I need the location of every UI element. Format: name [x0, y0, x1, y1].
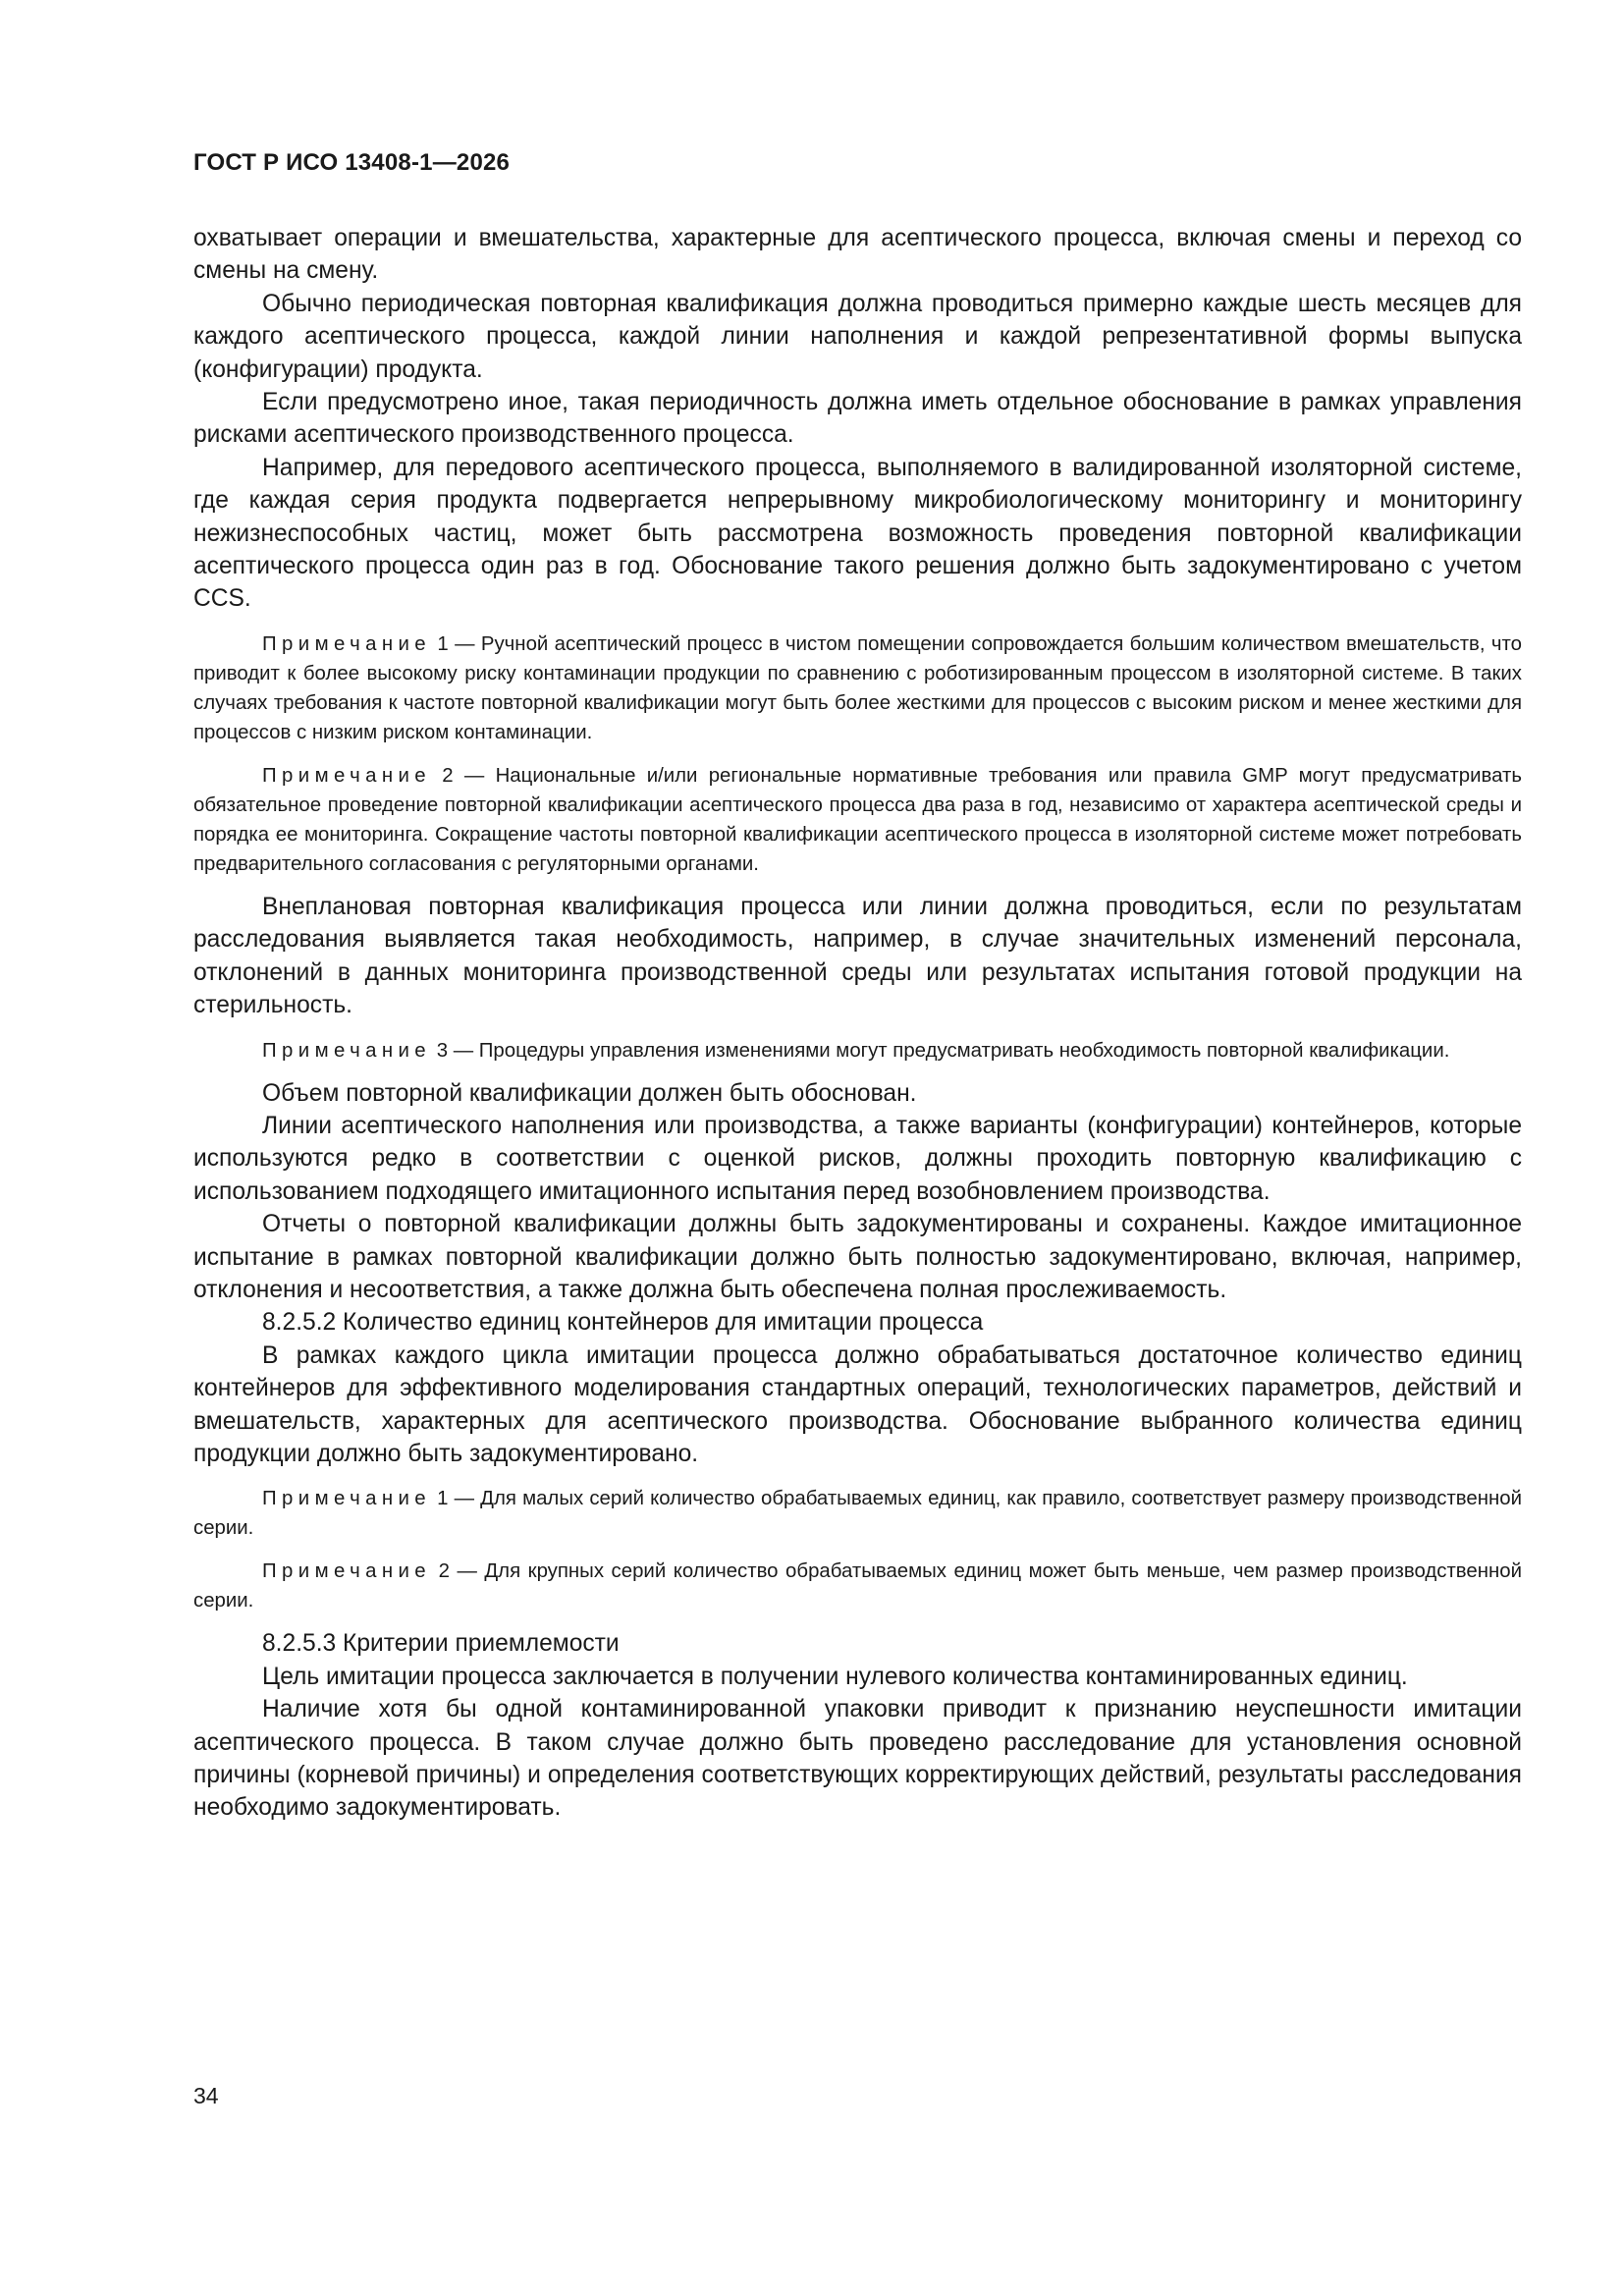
note-label: Примечание — [262, 1488, 432, 1510]
note — [193, 1484, 1522, 1543]
page-number: 34 — [193, 2083, 219, 2108]
paragraph: Цель имитации процесса заключается в получении нулевого количества контаминированных единиц. — [262, 1663, 1408, 1690]
paragraph: В рамках каждого цикла имитации процесса должно обрабатываться достаточное количество единиц контейнеров для эффективного моделирования стандартных операций, технологических параметров, действий и вмешательств, характерных для асептического производства. Обоснование выбранного количества единиц продукции должно быть задокументировано. — [193, 1341, 1522, 1467]
paragraph: Например, для передового асептического процесса, выполняемого в валидированной изоляторной системе, где каждая серия продукта подвергается непрерывному микробиологическому мониторингу и мониторингу нежизнеспособных частиц, может быть рассмотрена возможность проведения повторной квалификации асептического процесса один раз в год. Обоснование такого решения должно быть задокументировано с учетом CCS. — [193, 454, 1522, 613]
note — [193, 1036, 1522, 1066]
paragraph: Объем повторной квалификации должен быть обоснован. — [262, 1079, 917, 1107]
note-text: 2 — Для крупных серий количество обрабатываемых единиц может быть меньше, чем размер производственной серии. — [193, 1560, 1522, 1613]
note-text: 1 — Ручной асептический процесс в чистом помещении сопровождается большим количеством вмешательств, что приводит к более высокому риску контаминации продукции по сравнению с роботизированным процессом в изоляторной системе. В таких случаях требования к частоте повторной квалификации могут быть более жесткими для процессов с высоким риском и менее жесткими для процессов с низким риском контаминации. — [193, 632, 1522, 743]
standard-header: ГОСТ Р ИСО 13408-1—2026 — [193, 149, 511, 176]
paragraph: Наличие хотя бы одной контаминированной упаковки приводит к признанию неуспешности имитации асептического процесса. В таком случае должно быть проведено расследование для установления основной причины (корневой причины) и определения соответствующих корректирующих действий, результаты расследования необходимо задокументировать. — [193, 1696, 1522, 1822]
paragraph: охватывает операции и вмешательства, характерные для асептического процесса, включая смены и переход со смены на смену. — [193, 225, 1522, 285]
paragraph: Линии асептического наполнения или производства, а также варианты (конфигурации) контейнеров, которые используются редко в соответствии с оценкой рисков, должны проходить повторную квалификацию с использованием подходящего имитационного испытания перед возобновлением производства. — [193, 1112, 1522, 1205]
paragraph: Если предусмотрено иное, такая периодичность должна иметь отдельное обоснование в рамках управления рисками асептического производственного процесса. — [193, 389, 1522, 449]
note-text: 2 — Национальные и/или региональные нормативные требования или правила GMP могут предусматривать обязательное проведение повторной квалификации асептического процесса два раза в год, независимо от характера асептической среды и порядка ее мониторинга. Сокращение частоты повторной квалификации асептического процесса в изоляторной системе может потребовать предварительного согласования с регуляторными органами. — [193, 764, 1522, 875]
paragraph: Обычно периодическая повторная квалификация должна проводиться примерно каждые шесть месяцев для каждого асептического процесса, каждой линии наполнения и каждой репрезентативной формы выпуска (конфигурации) продукта. — [193, 290, 1522, 383]
note — [193, 629, 1522, 747]
paragraph: Отчеты о повторной квалификации должны быть задокументированы и сохранены. Каждое имитационное испытание в рамках повторной квалификации должно быть полностью задокументировано, включая, например, отклонения и несоответствия, а также должна быть обеспечена полная прослеживаемость. — [193, 1211, 1522, 1303]
paragraph: Внеплановая повторная квалификация процесса или линии должна проводиться, если по результатам расследования выявляется такая необходимость, например, в случае значительных изменений персонала, отклонений в данных мониторинга производственной среды или результатах испытания готовой продукции на стерильность. — [193, 893, 1522, 1019]
note — [193, 761, 1522, 879]
section-heading: 8.2.5.2 Количество единиц контейнеров для имитации процесса — [262, 1309, 984, 1337]
note-label: Примечание — [262, 632, 432, 655]
note-label: Примечание — [262, 1560, 432, 1583]
note-text: 1 — Для малых серий количество обрабатываемых единиц, как правило, соответствует размеру производственной серии. — [193, 1488, 1522, 1540]
note-label: Примечание — [262, 764, 432, 787]
document-body — [193, 222, 1522, 1825]
section-heading: 8.2.5.3 Критерии приемлемости — [262, 1630, 620, 1658]
note-label: Примечание — [262, 1039, 432, 1062]
note-text: 3 — Процедуры управления изменениями могут предусматривать необходимость повторной квалификации. — [431, 1039, 1450, 1062]
note — [193, 1557, 1522, 1615]
